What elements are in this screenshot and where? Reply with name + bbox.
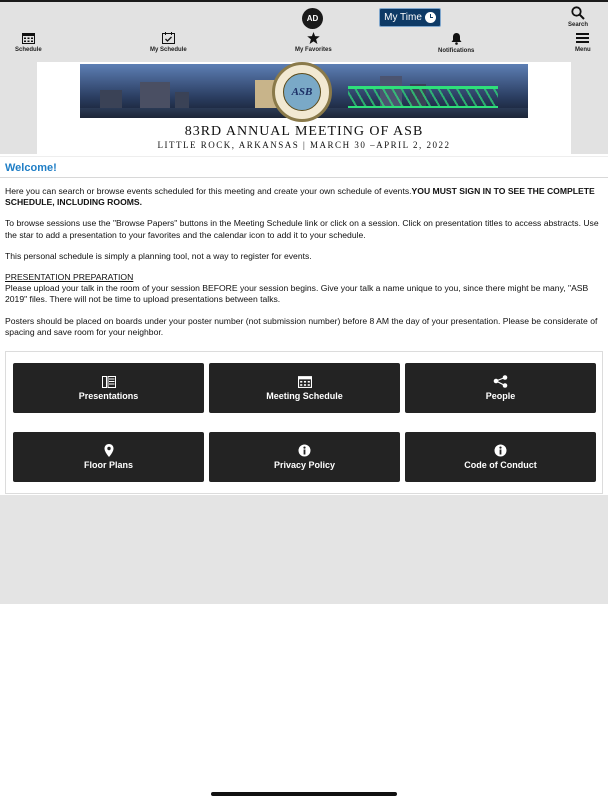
- tile-label: Meeting Schedule: [266, 391, 343, 401]
- nav-label: Menu: [575, 47, 591, 53]
- poster-paragraph: Posters should be placed on boards under your poster number (not submission number) before 8 AM the day of your presentation. Please be considerate of spacing and save room for your neighbor.: [5, 315, 598, 337]
- nav-my-schedule[interactable]: [150, 32, 187, 53]
- privacy-policy-button[interactable]: [209, 432, 400, 482]
- nav-label: Notifications: [438, 48, 475, 54]
- tile-label: Floor Plans: [83, 460, 133, 470]
- browse-paragraph: To browse sessions use the "Browse Papers" buttons in the Meeting Schedule link or click on a session. Click on presentation titles to access abstracts. Use the star to add a presentation to your favorites and the calendar icon to add it to your schedule.: [5, 218, 599, 240]
- floor-plans-button[interactable]: [13, 432, 204, 482]
- calendar-check-icon: [162, 32, 175, 44]
- nav-my-favorites[interactable]: [295, 32, 332, 53]
- nav-menu[interactable]: [575, 32, 591, 53]
- nav-notifications[interactable]: [438, 32, 474, 54]
- green-bridge: [348, 86, 498, 108]
- avatar[interactable]: AD: [302, 8, 323, 29]
- search-label: Search: [568, 22, 589, 28]
- nav-label: Schedule: [15, 47, 42, 53]
- nav-label: My Schedule: [150, 47, 187, 53]
- info-icon: [494, 444, 507, 457]
- tile-label: People: [485, 391, 516, 401]
- footer-area: [0, 495, 608, 604]
- my-time-label: My Time: [384, 12, 422, 23]
- tile-label: Privacy Policy: [273, 460, 336, 470]
- prep-heading: PRESENTATION PREPARATION: [5, 272, 134, 283]
- asb-seal-logo: ASB: [272, 62, 332, 122]
- sign-in-warning: YOU MUST SIGN IN TO SEE THE COMPLETE SCHEDULE, INCLUDING ROOMS.: [5, 186, 595, 208]
- top-bar: [0, 0, 608, 58]
- home-indicator[interactable]: [211, 792, 397, 796]
- meeting-schedule-button[interactable]: [209, 363, 400, 413]
- people-button[interactable]: [405, 363, 596, 413]
- hamburger-icon: [576, 32, 589, 44]
- calendar-icon: [298, 375, 312, 388]
- nav-schedule[interactable]: [15, 32, 42, 53]
- star-icon: [307, 32, 320, 44]
- banner-title: 83RD ANNUAL MEETING OF ASB: [184, 124, 424, 139]
- welcome-content: [5, 186, 603, 348]
- presentation-prep: PRESENTATION PREPARATION Please upload your talk in the room of your session BEFORE your session begins. Give your talk a name unique to you, since there might be many, "ASB 2019" files. There will not be time to upload presentations between talks.: [5, 272, 589, 305]
- welcome-section: [0, 156, 608, 178]
- tile-label: Code of Conduct: [464, 460, 537, 470]
- nav-label: My Favorites: [295, 47, 332, 53]
- banner-area: [0, 58, 608, 154]
- banner-subtitle: LITTLE ROCK, ARKANSAS | MARCH 30 –APRIL 2, 2022: [157, 140, 451, 150]
- meeting-banner: [37, 62, 571, 154]
- my-time-button[interactable]: [379, 8, 441, 27]
- info-icon: [298, 444, 311, 457]
- search-icon: [571, 6, 585, 20]
- calendar-icon: [22, 32, 35, 44]
- code-of-conduct-button[interactable]: [405, 432, 596, 482]
- bell-icon: [450, 32, 463, 45]
- map-pin-icon: [104, 444, 114, 457]
- search-button[interactable]: [568, 6, 588, 28]
- presentations-icon: [102, 376, 116, 388]
- planning-note: This personal schedule is simply a planning tool, not a way to register for events.: [5, 250, 312, 261]
- quick-links-panel: [5, 351, 603, 494]
- people-network-icon: [493, 375, 509, 388]
- welcome-heading: Welcome!: [5, 162, 57, 174]
- intro-paragraph: Here you can search or browse events scheduled for this meeting and create your own schedule of events.YOU MUST SIGN IN TO SEE THE COMPLETE SCHEDULE, INCLUDING ROOMS.: [5, 186, 595, 208]
- tile-label: Presentations: [78, 390, 139, 401]
- presentations-button[interactable]: [13, 363, 204, 413]
- clock-icon: [425, 12, 436, 23]
